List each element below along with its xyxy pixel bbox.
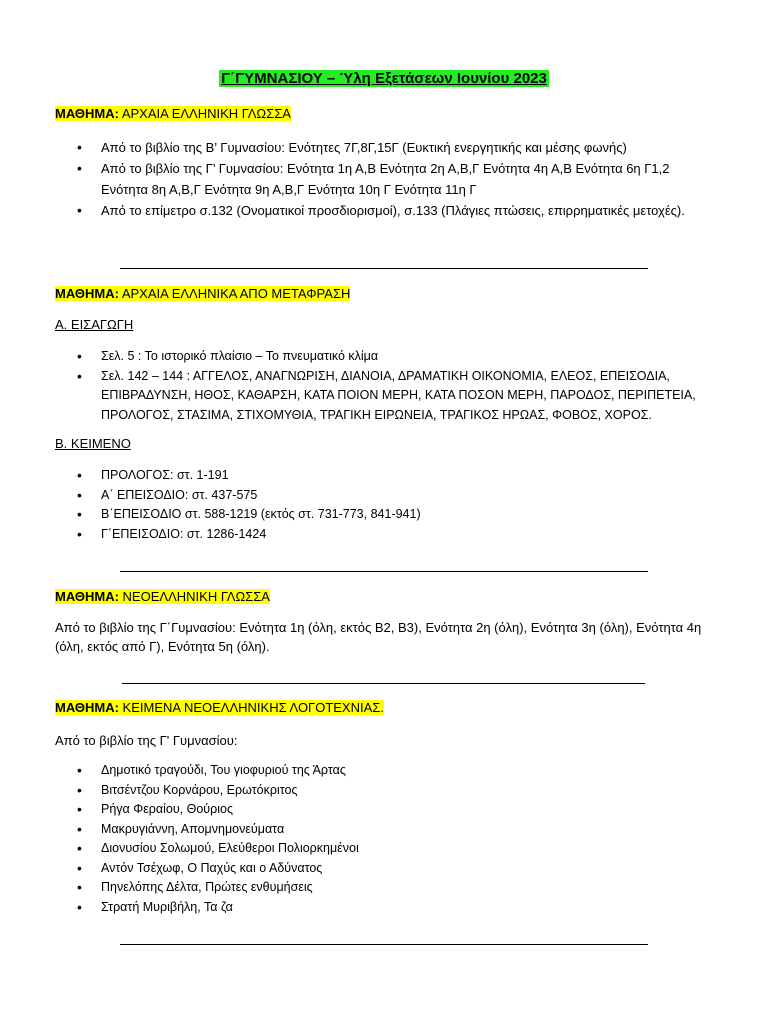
list-item: • Δημοτικό τραγούδι, Του γιοφυριού της Άρτας	[55, 761, 715, 781]
list-item: • ΠΡΟΛΟΓΟΣ: στ. 1-191	[55, 466, 715, 486]
list-item: • Στρατή Μυριβήλη, Τα ζα	[55, 898, 715, 918]
list-item: • Βιτσέντζου Κορνάρου, Ερωτόκριτος	[55, 781, 715, 801]
literature-list	[55, 761, 715, 917]
subject-name: ΝΕΟΕΛΛΗΝΙΚΗ ΓΛΩΣΣΑ	[122, 589, 270, 604]
list-item: • Μακρυγιάννη, Απομνημονεύματα	[55, 820, 715, 840]
list-item: • Α΄ ΕΠΕΙΣΟΔΙΟ: στ. 437-575	[55, 486, 715, 506]
modern-greek-paragraph: Από το βιβλίο της Γ΄Γυμνασίου: Ενότητα 1η (όλη, εκτός Β2, Β3), Ενότητα 2η (όλη), Ενότητα 3η (όλη), Ενότητα 4η (όλη, εκτός από Γ), Ενότητα 5η (όλη).	[55, 620, 702, 654]
subheading-text: Β. ΚΕΙΜΕΝΟ	[55, 436, 131, 451]
subject-name: ΚΕΙΜΕΝΑ ΝΕΟΕΛΛΗΝΙΚΗΣ ΛΟΓΟΤΕΧΝΙΑΣ.	[118, 700, 384, 715]
section-divider	[120, 268, 648, 269]
section-divider	[120, 571, 648, 572]
list-item: • Από το βιβλίο της Β’ Γυμνασίου: Ενότητες 7Γ,8Γ,15Γ (Ευκτική ενεργητικής και μέσης φωνής)	[55, 137, 715, 158]
subject-label: ΜΑΘΗΜΑ:	[55, 106, 119, 121]
subject-heading-ancient-greek-translation	[55, 286, 350, 301]
list-item: • Από το βιβλίο της Γ’ Γυμνασίου: Ενότητα 1η Α,Β Ενότητα 2η Α,Β,Γ Ενότητα 4η Α,Β Ενότητα 6η Γ1,2 Ενότητα 8η Α,Β,Γ Ενότητα 9η Α,Β,Γ Ενότητα 10η Γ Ενότητα 11η Γ	[55, 158, 715, 200]
subject-name: ΑΡΧΑΙΑ ΕΛΛΗΝΙΚΗ ΓΛΩΣΣΑ	[121, 106, 291, 121]
section-divider	[122, 683, 645, 684]
subject-name: ΑΡΧΑΙΑ ΕΛΛΗΝΙΚΑ ΑΠΟ ΜΕΤΑΦΡΑΣΗ	[121, 286, 351, 301]
list-item: • Διονυσίου Σολωμού, Ελεύθεροι Πολιορκημένοι	[55, 839, 715, 859]
list-item: • Πηνελόπης Δέλτα, Πρώτες ενθυμήσεις	[55, 878, 715, 898]
subject-label: ΜΑΘΗΜΑ:	[55, 700, 119, 715]
subject-heading-modern-greek-language	[55, 589, 270, 604]
list-item: • Σελ. 5 : Το ιστορικό πλαίσιο – Το πνευματικό κλίμα	[55, 347, 715, 367]
introduction-list	[55, 347, 715, 425]
list-item: • Β΄ΕΠΕΙΣΟΔΙΟ στ. 588-1219 (εκτός στ. 731-773, 841-941)	[55, 505, 715, 525]
ancient-greek-language-list	[55, 137, 715, 221]
document-title	[0, 70, 768, 88]
subject-label: ΜΑΘΗΜΑ:	[55, 589, 119, 604]
list-item: • Σελ. 142 – 144 : ΑΓΓΕΛΟΣ, ΑΝΑΓΝΩΡΙΣΗ, ΔΙΑΝΟΙΑ, ΔΡΑΜΑΤΙΚΗ ΟΙΚΟΝΟΜΙΑ, ΕΛΕΟΣ, ΕΠΕΙΣΟΔΙΑ, ΕΠΙΒΡΑΔΥΝΣΗ, ΗΘΟΣ, ΚΑΘΑΡΣΗ, ΚΑΤΑ ΠΟΙΟΝ ΜΕΡΗ, ΚΑΤΑ ΠΟΣΟΝ ΜΕΡΗ, ΠΑΡΟΔΟΣ, ΠΕΡΙΠΕΤΕΙΑ, ΠΡΟΛΟΓΟΣ, ΣΤΑΣΙΜΑ, ΣΤΙΧΟΜΥΘΙΑ, ΤΡΑΓΙΚΗ ΕΙΡΩΝΕΙΑ, ΤΡΑΓΙΚΟΣ ΗΡΩΑΣ, ΦΟΒΟΣ, ΧΟΡΟΣ.	[55, 367, 715, 426]
list-item: • Γ΄ΕΠΕΙΣΟΔΙΟ: στ. 1286-1424	[55, 525, 715, 545]
literature-intro: Από το βιβλίο της Γ' Γυμνασίου:	[55, 733, 238, 748]
subject-heading-modern-greek-literature	[55, 700, 384, 715]
list-item: • Ρήγα Φεραίου, Θούριος	[55, 800, 715, 820]
title-text: Γ΄ΓΥΜΝΑΣΙΟΥ – Ύλη Εξετάσεων Ιουνίου 2023	[221, 70, 547, 87]
subject-heading-ancient-greek-language	[55, 106, 291, 121]
subheading-introduction: Α. ΕΙΣΑΓΩΓΗ	[55, 317, 134, 332]
text-verses-list	[55, 466, 715, 544]
list-item: • Αντόν Τσέχωφ, Ο Παχύς και ο Αδύνατος	[55, 859, 715, 879]
list-item: • Από το επίμετρο σ.132 (Ονοματικοί προσδιορισμοί), σ.133 (Πλάγιες πτώσεις, επιρρηματικές μετοχές).	[55, 200, 715, 221]
section-divider	[120, 944, 648, 945]
subject-label: ΜΑΘΗΜΑ:	[55, 286, 119, 301]
